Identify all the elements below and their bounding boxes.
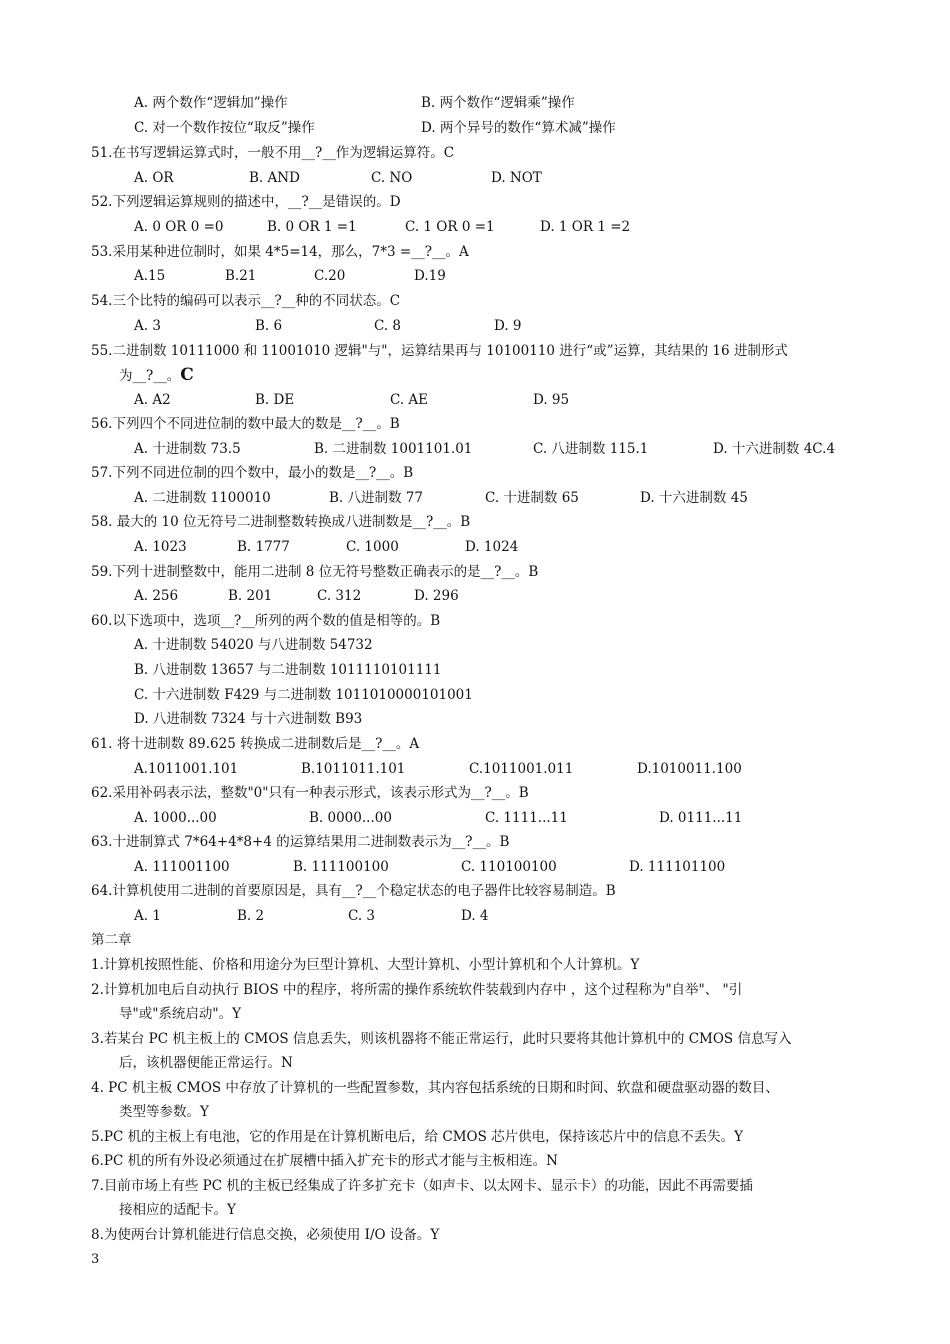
option-b: B. 201 [228,588,273,604]
option-d: D. 十六进制数 45 [640,490,748,506]
option-d: D. 4 [461,908,489,924]
statement-6: 6.PC 机的所有外设必须通过在扩展槽中插入扩充卡的形式才能与主板相连。N [91,1153,558,1169]
option-d: D.19 [414,268,446,284]
option-a: A. 0 OR 0 =0 [134,219,224,235]
question-56: 56.下列四个不同进位制的数中最大的数是__?__。B [91,416,400,432]
option-row [134,169,834,187]
question-62: 62.采用补码表示法，整数"0"只有一种表示形式，该表示形式为__?__。B [91,785,529,801]
option-c: C. 十六进制数 F429 与二进制数 1011010000101001 [134,687,473,703]
option-a: A. 二进制数 1100010 [134,490,271,506]
option-b: B.21 [225,268,257,284]
option-a: A. 1 [134,908,161,924]
option-d: D. 1024 [465,539,519,555]
option-b: B. 6 [255,318,283,334]
option-row [134,858,834,876]
option-d: D. 1 OR 1 =2 [540,219,631,235]
option-b: B. 111100100 [293,859,389,875]
question-54: 54.三个比特的编码可以表示__?__种的不同状态。C [91,293,401,309]
question-51: 51.在书写逻辑运算式时，一般不用__?__作为逻辑运算符。C [91,145,455,161]
option-row [134,538,834,556]
option-a: A. 两个数作“逻辑加”操作 [134,95,288,111]
option-c: C. 对一个数作按位“取反”操作 [134,120,315,136]
option-a: A.15 [134,268,166,284]
option-b: B. 二进制数 1001101.01 [314,441,473,457]
option-c: C. 1111...11 [485,810,568,826]
option-b: B. AND [249,170,300,186]
option-row [134,119,834,137]
statement-2-cont: 导"或"系统启动"。Y [119,1006,242,1022]
option-c: C. 3 [348,908,376,924]
statement-4-cont: 类型等参数。Y [119,1104,209,1120]
question-63: 63.十进制算式 7*64+4*8+4 的运算结果用二进制数表示为__?__。B [91,834,510,850]
statement-7: 7.目前市场上有些 PC 机的主板已经集成了许多扩充卡（如声卡、以太网卡、显示卡）的功能，因此不再需要插 [91,1178,753,1194]
option-d: D. 0111...11 [659,810,743,826]
question-53: 53.采用某种进位制时，如果 4*5=14，那么，7*3 =__?__。A [91,244,469,260]
option-c: C. 1 OR 0 =1 [405,219,495,235]
statement-3-cont: 后，该机器便能正常运行。N [119,1055,293,1071]
option-c: C. 8 [374,318,402,334]
question-61: 61. 将十进制数 89.625 转换成二进制数后是__?__。A [91,736,420,752]
option-d: D. 两个异号的数作“算术减”操作 [421,120,616,136]
option-c: C.1011001.011 [469,761,574,777]
option-b: B.1011011.101 [301,761,406,777]
option-d: D. 111101100 [629,859,726,875]
option-a: A. 1023 [134,539,187,555]
option-a: A. 1000...00 [134,810,217,826]
option-c: C. AE [390,392,429,408]
question-55: 55.二进制数 10111000 和 11001010 逻辑"与"，运算结果再与 10100110 进行“或”运算，其结果的 16 进制形式 [91,343,788,359]
option-b: B. 2 [237,908,265,924]
option-a: A. 十进制数 54020 与八进制数 54732 [134,637,373,653]
option-c: C. NO [371,170,413,186]
option-b: B. DE [255,392,295,408]
question-64: 64.计算机使用二进制的首要原因是，具有__?__个稳定状态的电子器件比较容易制造。B [91,883,616,899]
statement-7-cont: 接相应的适配卡。Y [119,1202,236,1218]
option-row [134,94,834,112]
option-c: C. 312 [317,588,362,604]
option-b: B. 八进制数 13657 与二进制数 1011110101111 [134,662,442,678]
statement-1: 1.计算机按照性能、价格和用途分为巨型计算机、大型计算机、小型计算机和个人计算机。Y [91,957,640,973]
question-58: 58. 最大的 10 位无符号二进制整数转换成八进制数是__?__。B [91,514,471,530]
option-a: A. 3 [134,318,161,334]
option-d: D.1010011.100 [637,761,742,777]
option-row [134,317,834,335]
question-55-cont-text: 为__?__。 [119,368,181,384]
statement-2: 2.计算机加电后自动执行 BIOS 中的程序，将所需的操作系统软件装载到内存中 ，这个过程称为"自举"、 "引 [91,982,743,998]
option-d: D. NOT [491,170,542,186]
chapter-title: 第二章 [91,932,132,948]
option-a: A.1011001.101 [134,761,239,777]
option-row [134,907,834,925]
statement-4: 4. PC 机主板 CMOS 中存放了计算机的一些配置参数，其内容包括系统的日期和时间、软盘和硬盘驱动器的数目、 [91,1080,779,1096]
option-b: B. 八进制数 77 [329,490,423,506]
option-b: B. 两个数作“逻辑乘”操作 [421,95,575,111]
option-a: A. A2 [134,392,171,408]
option-b: B. 1777 [237,539,290,555]
question-55-cont [119,366,194,385]
option-row [134,760,834,778]
question-57: 57.下列不同进位制的四个数中，最小的数是__?__。B [91,465,414,481]
option-d: D. 95 [533,392,570,408]
option-b: B. 0000...00 [309,810,392,826]
statement-3: 3.若某台 PC 机主板上的 CMOS 信息丢失，则该机器将不能正常运行，此时只要将其他计算机中的 CMOS 信息写入 [91,1031,792,1047]
question-52: 52.下列逻辑运算规则的描述中，__?__是错误的。D [91,194,401,210]
option-c: C. 110100100 [461,859,557,875]
option-row [134,489,864,507]
statement-5: 5.PC 机的主板上有电池，它的作用是在计算机断电后，给 CMOS 芯片供电，保持该芯片中的信息不丢失。Y [91,1129,744,1145]
option-c: C. 十进制数 65 [485,490,579,506]
option-c: C.20 [314,268,346,284]
option-row [134,267,834,285]
question-60: 60.以下选项中，选项__?__所列的两个数的值是相等的。B [91,613,441,629]
option-c: C. 八进制数 115.1 [533,441,649,457]
option-row [134,391,834,409]
option-row [134,809,834,827]
option-a: A. 十进制数 73.5 [134,441,241,457]
option-d: D. 十六进制数 4C.4 [713,441,836,457]
option-d: D. 296 [414,588,459,604]
option-b: B. 0 OR 1 =1 [267,219,357,235]
page-number: 3 [91,1252,100,1267]
option-a: A. 256 [134,588,179,604]
option-c: C. 1000 [346,539,399,555]
statement-8: 8.为使两台计算机能进行信息交换，必须使用 I/O 设备。Y [91,1227,440,1243]
option-a: A. OR [134,170,174,186]
option-d: D. 八进制数 7324 与十六进制数 B93 [134,711,363,727]
question-55-answer: C [180,365,194,385]
option-row [134,218,834,236]
option-row [134,587,834,605]
question-59: 59.下列十进制整数中，能用二进制 8 位无符号整数正确表示的是__?__。B [91,564,539,580]
option-d: D. 9 [494,318,522,334]
option-a: A. 111001100 [134,859,230,875]
option-row [134,440,864,458]
